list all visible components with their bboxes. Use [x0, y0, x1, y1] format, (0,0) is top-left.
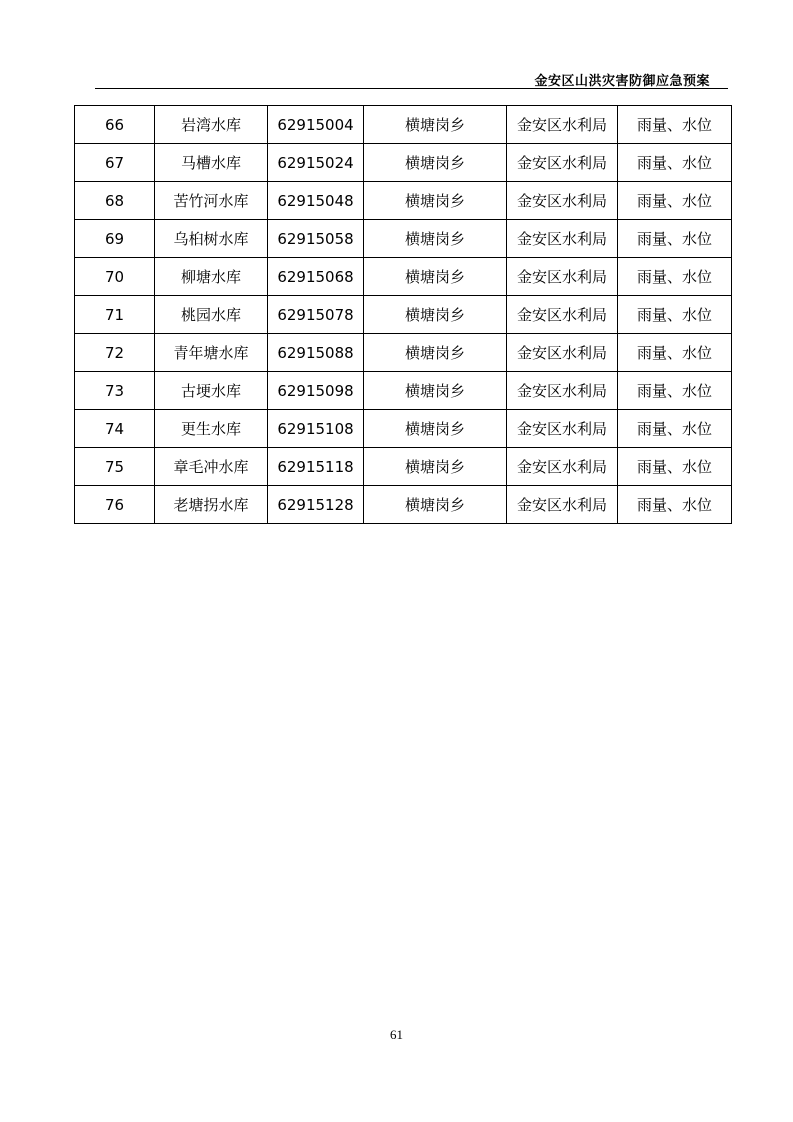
table-row — [75, 296, 732, 334]
table-row — [75, 144, 732, 182]
row-index-cell: 74 — [75, 410, 155, 448]
reservoir-name-cell: 更生水库 — [155, 410, 268, 448]
monitoring-type-cell: 雨量、水位 — [618, 258, 732, 296]
table-row — [75, 410, 732, 448]
monitoring-type-cell: 雨量、水位 — [618, 486, 732, 524]
township-cell: 横塘岗乡 — [364, 372, 507, 410]
table-row — [75, 258, 732, 296]
monitoring-type-cell: 雨量、水位 — [618, 144, 732, 182]
table-row — [75, 448, 732, 486]
monitoring-type-cell: 雨量、水位 — [618, 334, 732, 372]
row-index-cell: 66 — [75, 106, 155, 144]
header-divider — [95, 88, 728, 89]
page-header-title: 金安区山洪灾害防御应急预案 — [534, 74, 710, 89]
reservoir-name-cell: 桃园水库 — [155, 296, 268, 334]
department-cell: 金安区水利局 — [507, 182, 618, 220]
monitoring-type-cell: 雨量、水位 — [618, 296, 732, 334]
township-cell: 横塘岗乡 — [364, 296, 507, 334]
station-code-cell: 62915078 — [268, 296, 364, 334]
department-cell: 金安区水利局 — [507, 334, 618, 372]
monitoring-type-cell: 雨量、水位 — [618, 106, 732, 144]
township-cell: 横塘岗乡 — [364, 448, 507, 486]
department-cell: 金安区水利局 — [507, 448, 618, 486]
reservoir-name-cell: 老塘拐水库 — [155, 486, 268, 524]
table-row — [75, 334, 732, 372]
monitoring-type-cell: 雨量、水位 — [618, 410, 732, 448]
reservoir-name-cell: 马槽水库 — [155, 144, 268, 182]
township-cell: 横塘岗乡 — [364, 486, 507, 524]
row-index-cell: 68 — [75, 182, 155, 220]
station-code-cell: 62915048 — [268, 182, 364, 220]
monitoring-type-cell: 雨量、水位 — [618, 448, 732, 486]
department-cell: 金安区水利局 — [507, 106, 618, 144]
row-index-cell: 67 — [75, 144, 155, 182]
department-cell: 金安区水利局 — [507, 144, 618, 182]
row-index-cell: 75 — [75, 448, 155, 486]
row-index-cell: 73 — [75, 372, 155, 410]
station-code-cell: 62915088 — [268, 334, 364, 372]
station-code-cell: 62915128 — [268, 486, 364, 524]
reservoir-name-cell: 古埂水库 — [155, 372, 268, 410]
monitoring-type-cell: 雨量、水位 — [618, 182, 732, 220]
township-cell: 横塘岗乡 — [364, 182, 507, 220]
township-cell: 横塘岗乡 — [364, 258, 507, 296]
table-row — [75, 486, 732, 524]
station-table-body — [75, 106, 732, 524]
page-number: 61 — [390, 1027, 403, 1042]
department-cell: 金安区水利局 — [507, 486, 618, 524]
township-cell: 横塘岗乡 — [364, 144, 507, 182]
township-cell: 横塘岗乡 — [364, 106, 507, 144]
department-cell: 金安区水利局 — [507, 296, 618, 334]
row-index-cell: 69 — [75, 220, 155, 258]
department-cell: 金安区水利局 — [507, 372, 618, 410]
station-code-cell: 62915118 — [268, 448, 364, 486]
station-table — [74, 105, 732, 524]
township-cell: 横塘岗乡 — [364, 334, 507, 372]
reservoir-name-cell: 柳塘水库 — [155, 258, 268, 296]
row-index-cell: 76 — [75, 486, 155, 524]
station-code-cell: 62915108 — [268, 410, 364, 448]
table-row — [75, 106, 732, 144]
reservoir-name-cell: 岩湾水库 — [155, 106, 268, 144]
reservoir-name-cell: 苦竹河水库 — [155, 182, 268, 220]
monitoring-type-cell: 雨量、水位 — [618, 372, 732, 410]
monitoring-type-cell: 雨量、水位 — [618, 220, 732, 258]
table-row — [75, 182, 732, 220]
station-code-cell: 62915098 — [268, 372, 364, 410]
township-cell: 横塘岗乡 — [364, 220, 507, 258]
row-index-cell: 72 — [75, 334, 155, 372]
reservoir-name-cell: 青年塘水库 — [155, 334, 268, 372]
department-cell: 金安区水利局 — [507, 410, 618, 448]
station-code-cell: 62915068 — [268, 258, 364, 296]
station-code-cell: 62915024 — [268, 144, 364, 182]
department-cell: 金安区水利局 — [507, 220, 618, 258]
station-code-cell: 62915058 — [268, 220, 364, 258]
reservoir-name-cell: 乌桕树水库 — [155, 220, 268, 258]
reservoir-name-cell: 章毛冲水库 — [155, 448, 268, 486]
row-index-cell: 70 — [75, 258, 155, 296]
table-row — [75, 220, 732, 258]
department-cell: 金安区水利局 — [507, 258, 618, 296]
row-index-cell: 71 — [75, 296, 155, 334]
township-cell: 横塘岗乡 — [364, 410, 507, 448]
table-row — [75, 372, 732, 410]
station-code-cell: 62915004 — [268, 106, 364, 144]
